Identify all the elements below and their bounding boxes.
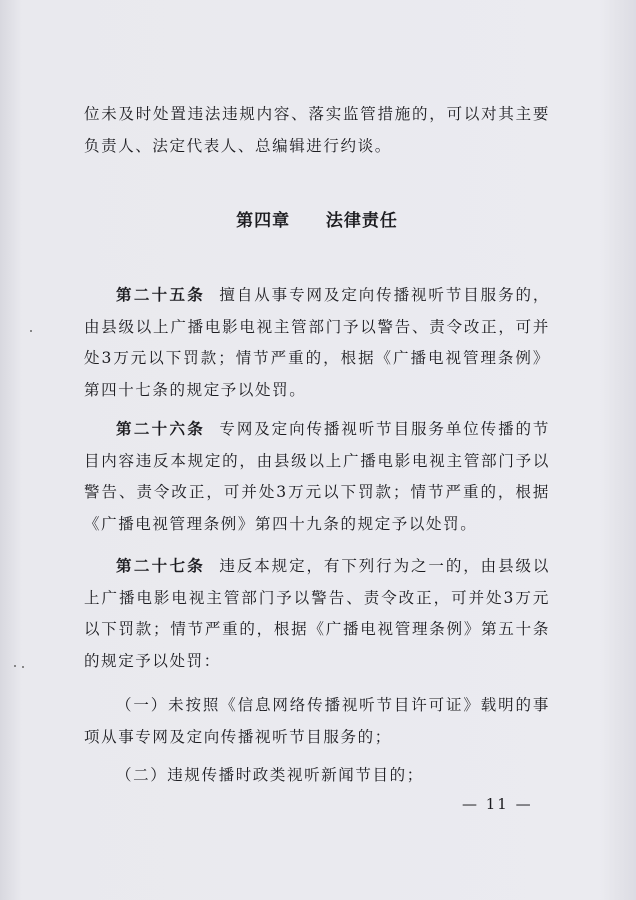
scan-mark [30, 330, 32, 332]
scan-mark [14, 665, 16, 667]
article-label: 第二十七条 [116, 556, 206, 575]
article-26 [84, 413, 550, 540]
page-number: — 11 — [462, 795, 533, 813]
list-item-1: （一）未按照《信息网络传播视听节目许可证》载明的事项从事专网及定向传播视听节目服务的； [84, 696, 550, 746]
article-label: 第二十五条 [116, 285, 206, 304]
list-item-2: （二）违规传播时政类视听新闻节目的； [116, 766, 424, 784]
article-text: 违反本规定，有下列行为之一的，由县级以上广播电影电视主管部门予以警告、责令改正，可并处3万元以下罚款；情节严重的，根据《广播电视管理条例》第五十条的规定予以处罚： [84, 557, 550, 670]
article-label: 第二十六条 [116, 419, 206, 438]
article-25 [84, 279, 550, 406]
scan-mark [22, 666, 24, 668]
continued-paragraph: 位未及时处置违法违规内容、落实监管措施的，可以对其主要负责人、法定代表人、总编辑进行约谈。 [84, 105, 550, 155]
chapter-title: 法律责任 [325, 211, 398, 231]
chapter-heading [84, 206, 550, 231]
chapter-number: 第四章 [236, 211, 291, 231]
article-text: 擅自从事专网及定向传播视听节目服务的，由县级以上广播电影电视主管部门予以警告、责令改正，可并处3万元以下罚款；情节严重的，根据《广播电视管理条例》第四十七条的规定予以处罚。 [84, 286, 550, 399]
article-text: 专网及定向传播视听节目服务单位传播的节目内容违反本规定的，由县级以上广播电影电视主管部门予以警告、责令改正，可并处3万元以下罚款；情节严重的，根据《广播电视管理条例》第四十九条的规定予以处罚。 [84, 420, 550, 533]
article-27 [84, 550, 550, 677]
